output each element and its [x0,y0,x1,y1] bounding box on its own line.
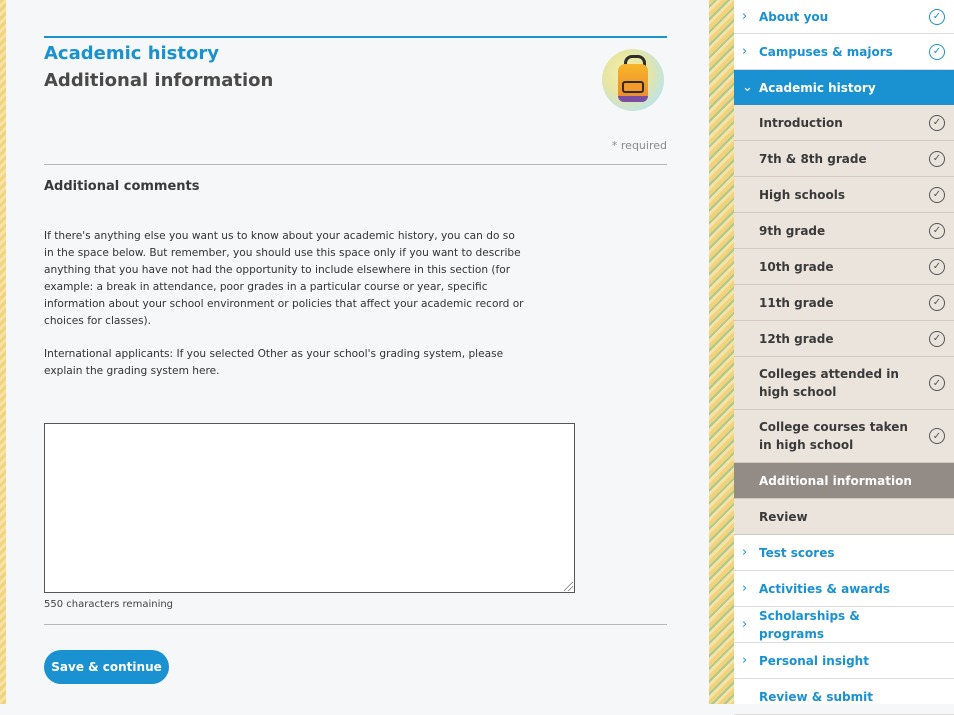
check-circle-icon: ✓ [929,44,945,60]
sidebar-item-personal-insight[interactable] [734,643,954,679]
chevron-right-icon: › [742,545,748,560]
chevron-right-icon: › [742,9,748,24]
sidebar-item-label: Test scores [759,545,835,560]
required-note: * required [611,139,667,152]
sidebar-item-label: High schools [759,187,846,202]
sidebar-item-label: Personal insight [759,653,869,668]
check-circle-icon: ✓ [929,375,945,391]
main-content [6,0,709,704]
sidebar-item-label: Campuses & majors [759,44,893,59]
sidebar-item-about-you[interactable] [734,0,954,34]
backpack-icon [602,49,664,111]
sidebar-item-label: Colleges attended in high school [759,367,899,399]
characters-remaining: 550 characters remaining [44,599,174,610]
instructions-paragraph: If there's anything else you want us to know about your academic history, you can do so in the space below. But remember, you should use this space only if you want to describe anything that you have not had the opportunity to include elsewhere in this section (for example: a break in attendance, poor grades in a particular course or year, specific information about your school environment or policies that affect your academic record or choices for classes). [44,230,524,327]
sidebar-item-activities-awards[interactable] [734,571,954,607]
sidebar-item-label: 12th grade [759,331,834,346]
chevron-right-icon: › [742,44,748,59]
sidebar-item-review-submit[interactable] [734,679,954,715]
section-top-rule [44,36,667,38]
check-circle-icon: ✓ [929,223,945,239]
sidebar-nav [734,0,954,704]
chevron-right-icon: › [742,581,748,596]
sidebar-item-label: Additional information [759,473,912,488]
sidebar-item-label: Activities & awards [759,581,891,596]
sidebar-item-label: 10th grade [759,259,834,274]
sidebar-item-label: 11th grade [759,295,834,310]
page-title: Additional information [44,70,274,91]
section-title: Academic history [44,43,219,64]
sidebar-item-7th-8th-grade[interactable] [734,141,954,177]
chevron-down-icon: ⌄ [742,80,753,95]
sidebar-item-9th-grade[interactable] [734,213,954,249]
check-circle-icon: ✓ [929,187,945,203]
sidebar-item-colleges-attended[interactable] [734,357,954,410]
sidebar-item-label: 9th grade [759,223,826,238]
check-circle-icon: ✓ [929,151,945,167]
sidebar-item-college-courses[interactable] [734,410,954,463]
sidebar-item-additional-information[interactable] [734,463,954,499]
check-circle-icon: ✓ [929,331,945,347]
sidebar-item-12th-grade[interactable] [734,321,954,357]
sidebar-item-academic-history[interactable] [734,70,954,105]
sidebar-item-label: 7th & 8th grade [759,151,867,166]
sidebar-item-label: Review & submit [759,689,873,704]
sidebar-item-campuses-majors[interactable] [734,34,954,70]
decorative-stripe-divider [709,0,734,704]
resize-handle[interactable] [564,582,573,591]
sidebar-item-label: Introduction [759,115,843,130]
sidebar-item-label: Academic history [759,80,876,95]
divider [44,164,667,165]
international-note: International applicants: If you selected Other as your school's grading system, please explain the grading system here. [44,348,504,377]
sidebar-item-review[interactable] [734,499,954,535]
check-circle-icon: ✓ [929,295,945,311]
sidebar-item-introduction[interactable] [734,105,954,141]
sidebar-item-label: Scholarships & programs [759,608,860,641]
sidebar-item-label: About you [759,9,829,24]
check-circle-icon: ✓ [929,115,945,131]
check-circle-icon: ✓ [929,259,945,275]
divider [44,624,667,625]
additional-comments-textarea[interactable] [44,423,575,593]
check-circle-icon: ✓ [929,9,945,25]
chevron-right-icon: › [742,653,748,668]
sidebar-item-10th-grade[interactable] [734,249,954,285]
sidebar-item-label: College courses taken in high school [759,420,908,452]
sidebar-item-high-schools[interactable] [734,177,954,213]
sidebar-item-test-scores[interactable] [734,535,954,571]
save-continue-button[interactable]: Save & continue [44,650,169,684]
sidebar-item-label: Review [759,509,808,524]
sidebar-item-scholarships-programs[interactable] [734,607,954,643]
chevron-right-icon: › [742,617,748,632]
sidebar-item-11th-grade[interactable] [734,285,954,321]
comments-heading: Additional comments [44,179,200,194]
check-circle-icon: ✓ [929,428,945,444]
